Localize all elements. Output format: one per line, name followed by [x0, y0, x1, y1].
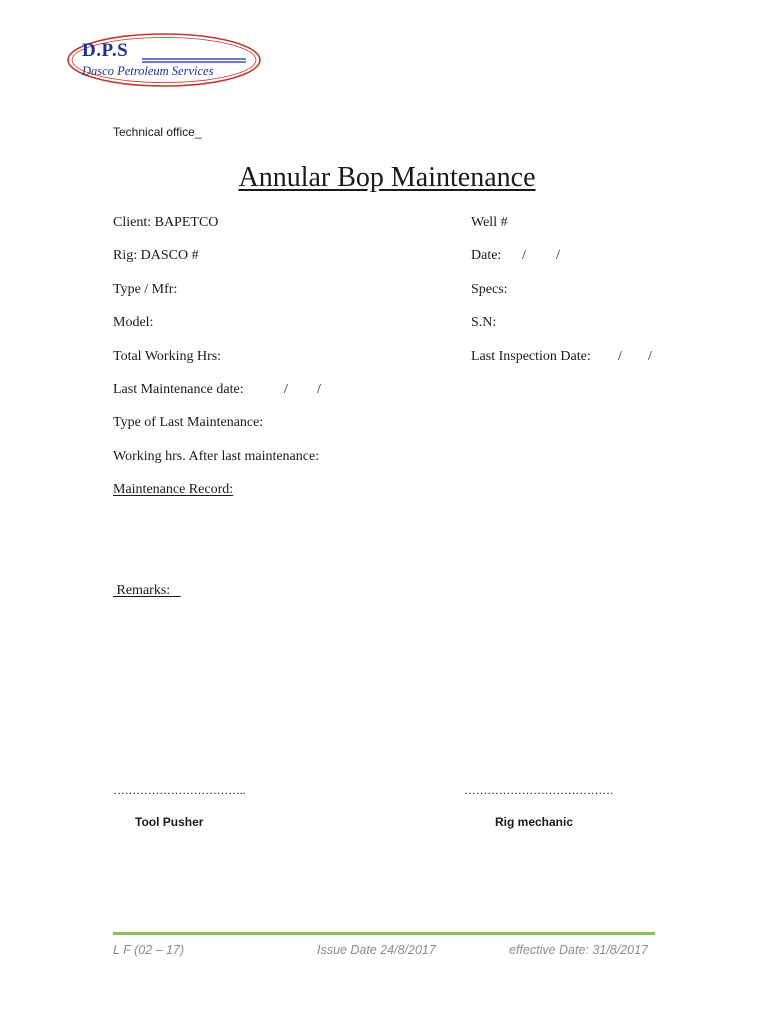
form-code: L F (02 – 17)	[113, 943, 185, 957]
well-field: Well #	[471, 215, 508, 230]
total-working-hrs-field: Total Working Hrs:	[113, 349, 222, 364]
date-field: Date:	[471, 248, 502, 263]
technical-office-label: Technical office_	[113, 125, 202, 139]
effective-date: effective Date: 31/8/2017	[509, 943, 648, 957]
last-maintenance-date-slash-1: /	[284, 382, 288, 397]
last-maintenance-date-slash-2: /	[317, 382, 321, 397]
last-inspection-date-slash-2: /	[648, 349, 652, 364]
company-logo	[66, 32, 262, 88]
last-maintenance-date-field: Last Maintenance date:	[113, 382, 244, 397]
tool-pusher-label: Tool Pusher	[135, 815, 204, 829]
rig-mechanic-label: Rig mechanic	[495, 815, 574, 829]
type-mfr-field: Type / Mfr:	[113, 282, 178, 297]
rig-mechanic-signature-line: …………………………………	[464, 783, 614, 797]
remarks-heading: Remarks:	[113, 583, 181, 598]
issue-date: Issue Date 24/8/2017	[317, 943, 436, 957]
last-inspection-date-field: Last Inspection Date:	[471, 349, 591, 364]
client-field: Client: BAPETCO	[113, 215, 219, 230]
footer-rule	[113, 932, 655, 935]
model-field: Model:	[113, 315, 154, 330]
specs-field: Specs:	[471, 282, 508, 297]
last-inspection-date-slash-1: /	[618, 349, 622, 364]
date-slash-2: /	[556, 248, 560, 263]
rig-field: Rig: DASCO #	[113, 248, 199, 263]
type-of-last-maintenance-field: Type of Last Maintenance:	[113, 415, 264, 430]
logo-abbreviation: D.P.S	[82, 40, 129, 61]
logo-company-name: Dasco Petroleum Services	[82, 64, 214, 78]
working-hrs-after-field: Working hrs. After last maintenance:	[113, 449, 320, 464]
date-slash-1: /	[522, 248, 526, 263]
maintenance-record-heading: Maintenance Record:	[113, 482, 234, 497]
serial-number-field: S.N:	[471, 315, 497, 330]
page-title: Annular Bop Maintenance	[238, 162, 536, 193]
tool-pusher-signature-line: ……………………………..	[113, 783, 246, 797]
